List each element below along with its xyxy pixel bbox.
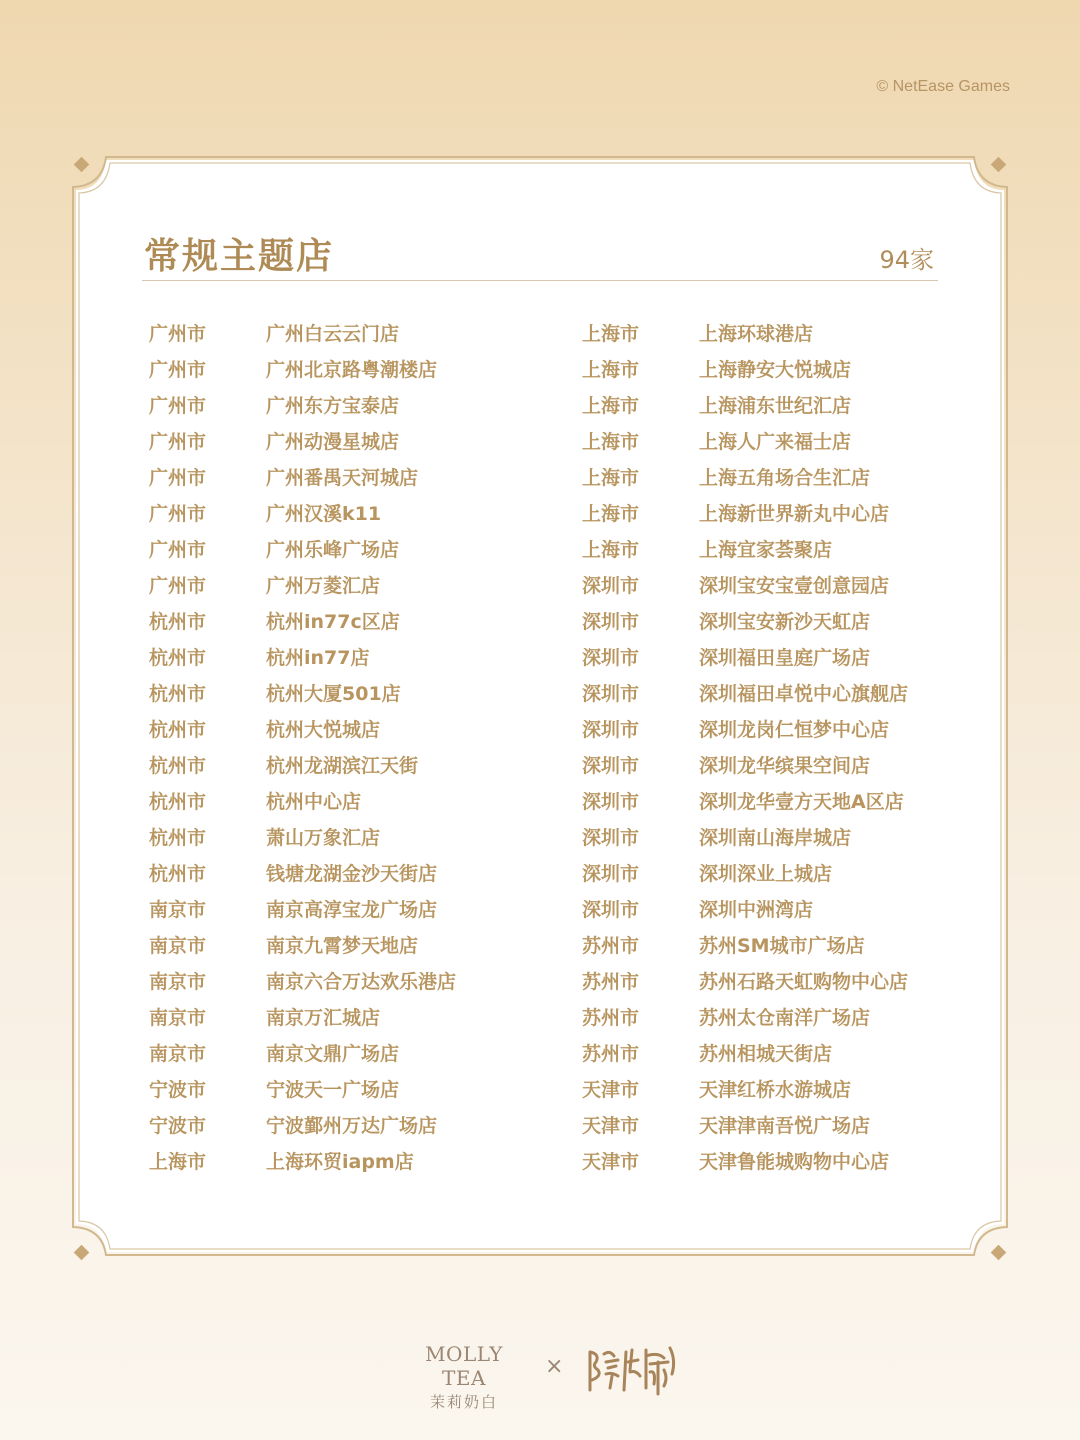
store-city: 杭州市 <box>149 719 207 741</box>
store-row <box>582 496 982 532</box>
store-city: 深圳市 <box>582 899 640 921</box>
store-name: 深圳南山海岸城店 <box>699 827 852 849</box>
store-city: 广州市 <box>149 539 207 561</box>
footer-logos <box>0 1330 1080 1410</box>
store-row <box>582 784 982 820</box>
store-name: 杭州大厦501店 <box>266 683 401 705</box>
store-city: 广州市 <box>149 395 207 417</box>
store-row <box>149 1072 549 1108</box>
store-row <box>582 892 982 928</box>
store-name: 深圳龙华壹方天地A区店 <box>699 791 904 813</box>
store-name: 苏州相城天街店 <box>699 1043 833 1065</box>
store-city: 南京市 <box>149 1007 207 1029</box>
store-name: 苏州太仓南洋广场店 <box>699 1007 871 1029</box>
store-name: 深圳宝安宝壹创意园店 <box>699 575 890 597</box>
store-row <box>149 388 549 424</box>
store-name: 深圳宝安新沙天虹店 <box>699 611 871 633</box>
store-name: 深圳深业上城店 <box>699 863 833 885</box>
store-row <box>149 1108 549 1144</box>
store-name: 南京高淳宝龙广场店 <box>266 899 438 921</box>
store-row <box>149 1144 549 1180</box>
store-row <box>149 568 549 604</box>
store-name: 杭州中心店 <box>266 791 362 813</box>
store-name: 南京九霄梦天地店 <box>266 935 419 957</box>
store-city: 广州市 <box>149 359 207 381</box>
store-row <box>149 784 549 820</box>
onmyoji-logo <box>584 1340 680 1398</box>
store-name: 萧山万象汇店 <box>266 827 381 849</box>
molly-tea-logo <box>404 1342 524 1412</box>
copyright-notice: © NetEase Games <box>876 78 1010 95</box>
store-row <box>582 1072 982 1108</box>
store-row <box>149 1036 549 1072</box>
store-row <box>582 1036 982 1072</box>
store-name: 杭州大悦城店 <box>266 719 381 741</box>
store-city: 深圳市 <box>582 647 640 669</box>
store-name: 上海五角场合生汇店 <box>699 467 871 489</box>
store-name: 杭州in77店 <box>266 647 370 669</box>
store-city: 天津市 <box>582 1151 640 1173</box>
store-city: 杭州市 <box>149 755 207 777</box>
store-city: 广州市 <box>149 323 207 345</box>
store-row <box>582 928 982 964</box>
store-count: 94家 <box>879 246 934 274</box>
store-city: 深圳市 <box>582 683 640 705</box>
store-name: 深圳龙岗仁恒梦中心店 <box>699 719 890 741</box>
store-city: 上海市 <box>582 539 640 561</box>
store-row <box>149 604 549 640</box>
store-name: 深圳中洲湾店 <box>699 899 814 921</box>
store-city: 上海市 <box>582 359 640 381</box>
store-city: 杭州市 <box>149 647 207 669</box>
store-city: 上海市 <box>582 503 640 525</box>
store-row <box>149 460 549 496</box>
store-name: 广州东方宝泰店 <box>266 395 400 417</box>
store-name: 天津红桥水游城店 <box>699 1079 852 1101</box>
store-row <box>149 964 549 1000</box>
store-city: 广州市 <box>149 503 207 525</box>
store-name: 苏州石路天虹购物中心店 <box>699 971 909 993</box>
store-city: 上海市 <box>582 323 640 345</box>
store-city: 苏州市 <box>582 971 640 993</box>
store-city: 苏州市 <box>582 1007 640 1029</box>
store-name: 天津鲁能城购物中心店 <box>699 1151 890 1173</box>
store-city: 天津市 <box>582 1079 640 1101</box>
store-city: 杭州市 <box>149 863 207 885</box>
store-city: 天津市 <box>582 1115 640 1137</box>
store-row <box>582 388 982 424</box>
store-name: 广州乐峰广场店 <box>266 539 400 561</box>
store-city: 苏州市 <box>582 1043 640 1065</box>
store-row <box>149 676 549 712</box>
store-row <box>582 640 982 676</box>
store-row <box>149 820 549 856</box>
store-row <box>149 928 549 964</box>
store-city: 广州市 <box>149 431 207 453</box>
store-name: 杭州龙湖滨江天街 <box>266 755 419 777</box>
store-row <box>582 1108 982 1144</box>
store-city: 南京市 <box>149 935 207 957</box>
store-name: 南京文鼎广场店 <box>266 1043 400 1065</box>
store-row <box>582 352 982 388</box>
store-name: 广州汉溪k11 <box>266 503 382 525</box>
store-row <box>149 424 549 460</box>
store-name: 宁波鄞州万达广场店 <box>266 1115 438 1137</box>
store-row <box>149 712 549 748</box>
section-title: 常规主题店 <box>144 235 335 277</box>
store-row <box>149 1000 549 1036</box>
store-name: 深圳龙华缤果空间店 <box>699 755 871 777</box>
store-city: 广州市 <box>149 575 207 597</box>
store-name: 广州动漫星城店 <box>266 431 400 453</box>
store-row <box>149 748 549 784</box>
store-row <box>582 1144 982 1180</box>
store-row <box>582 532 982 568</box>
store-name: 深圳福田卓悦中心旗舰店 <box>699 683 909 705</box>
store-city: 深圳市 <box>582 719 640 741</box>
store-city: 深圳市 <box>582 791 640 813</box>
store-row <box>582 856 982 892</box>
store-name: 南京万汇城店 <box>266 1007 381 1029</box>
store-row <box>582 568 982 604</box>
store-name: 上海环贸iapm店 <box>266 1151 414 1173</box>
store-row <box>582 820 982 856</box>
store-name: 广州北京路粤潮楼店 <box>266 359 438 381</box>
store-city: 广州市 <box>149 467 207 489</box>
store-city: 苏州市 <box>582 935 640 957</box>
title-divider <box>142 280 938 281</box>
store-row <box>149 892 549 928</box>
store-name: 上海新世界新丸中心店 <box>699 503 890 525</box>
store-row <box>582 676 982 712</box>
store-city: 南京市 <box>149 899 207 921</box>
store-name: 上海静安大悦城店 <box>699 359 852 381</box>
store-city: 深圳市 <box>582 755 640 777</box>
store-name: 天津津南吾悦广场店 <box>699 1115 871 1137</box>
store-city: 宁波市 <box>149 1115 207 1137</box>
collab-separator: × <box>545 1354 564 1379</box>
store-city: 上海市 <box>582 395 640 417</box>
store-row <box>149 316 549 352</box>
store-name: 宁波天一广场店 <box>266 1079 400 1101</box>
store-row <box>582 1000 982 1036</box>
store-name: 南京六合万达欢乐港店 <box>266 971 457 993</box>
store-name: 深圳福田皇庭广场店 <box>699 647 871 669</box>
store-city: 深圳市 <box>582 575 640 597</box>
store-row <box>582 424 982 460</box>
store-city: 南京市 <box>149 1043 207 1065</box>
store-name: 上海人广来福士店 <box>699 431 852 453</box>
store-city: 上海市 <box>582 467 640 489</box>
store-city: 南京市 <box>149 971 207 993</box>
store-city: 杭州市 <box>149 791 207 813</box>
store-name: 苏州SM城市广场店 <box>699 935 865 957</box>
store-city: 上海市 <box>149 1151 207 1173</box>
store-city: 上海市 <box>582 431 640 453</box>
store-column-right <box>582 316 982 1180</box>
store-name: 广州番禺天河城店 <box>266 467 419 489</box>
store-name: 广州白云云门店 <box>266 323 400 345</box>
store-name: 杭州in77c区店 <box>266 611 400 633</box>
store-city: 杭州市 <box>149 827 207 849</box>
store-list-panel <box>142 220 938 1220</box>
molly-tea-wordmark: MOLLY TEA <box>425 1342 503 1390</box>
store-name: 钱塘龙湖金沙天街店 <box>266 863 438 885</box>
store-city: 深圳市 <box>582 611 640 633</box>
store-row <box>582 964 982 1000</box>
store-city: 深圳市 <box>582 863 640 885</box>
store-name: 上海环球港店 <box>699 323 814 345</box>
store-name: 广州万菱汇店 <box>266 575 381 597</box>
store-city: 深圳市 <box>582 827 640 849</box>
store-row <box>149 856 549 892</box>
store-row <box>149 496 549 532</box>
store-city: 宁波市 <box>149 1079 207 1101</box>
store-name: 上海浦东世纪汇店 <box>699 395 852 417</box>
store-column-left <box>149 316 549 1180</box>
store-city: 杭州市 <box>149 683 207 705</box>
store-row <box>582 604 982 640</box>
store-row <box>582 460 982 496</box>
store-row <box>149 640 549 676</box>
store-name: 上海宜家荟聚店 <box>699 539 833 561</box>
store-row <box>582 316 982 352</box>
store-row <box>582 712 982 748</box>
store-row <box>582 748 982 784</box>
store-row <box>149 532 549 568</box>
molly-tea-chinese-name: 茉莉奶白 <box>429 1393 498 1411</box>
store-city: 杭州市 <box>149 611 207 633</box>
store-row <box>149 352 549 388</box>
